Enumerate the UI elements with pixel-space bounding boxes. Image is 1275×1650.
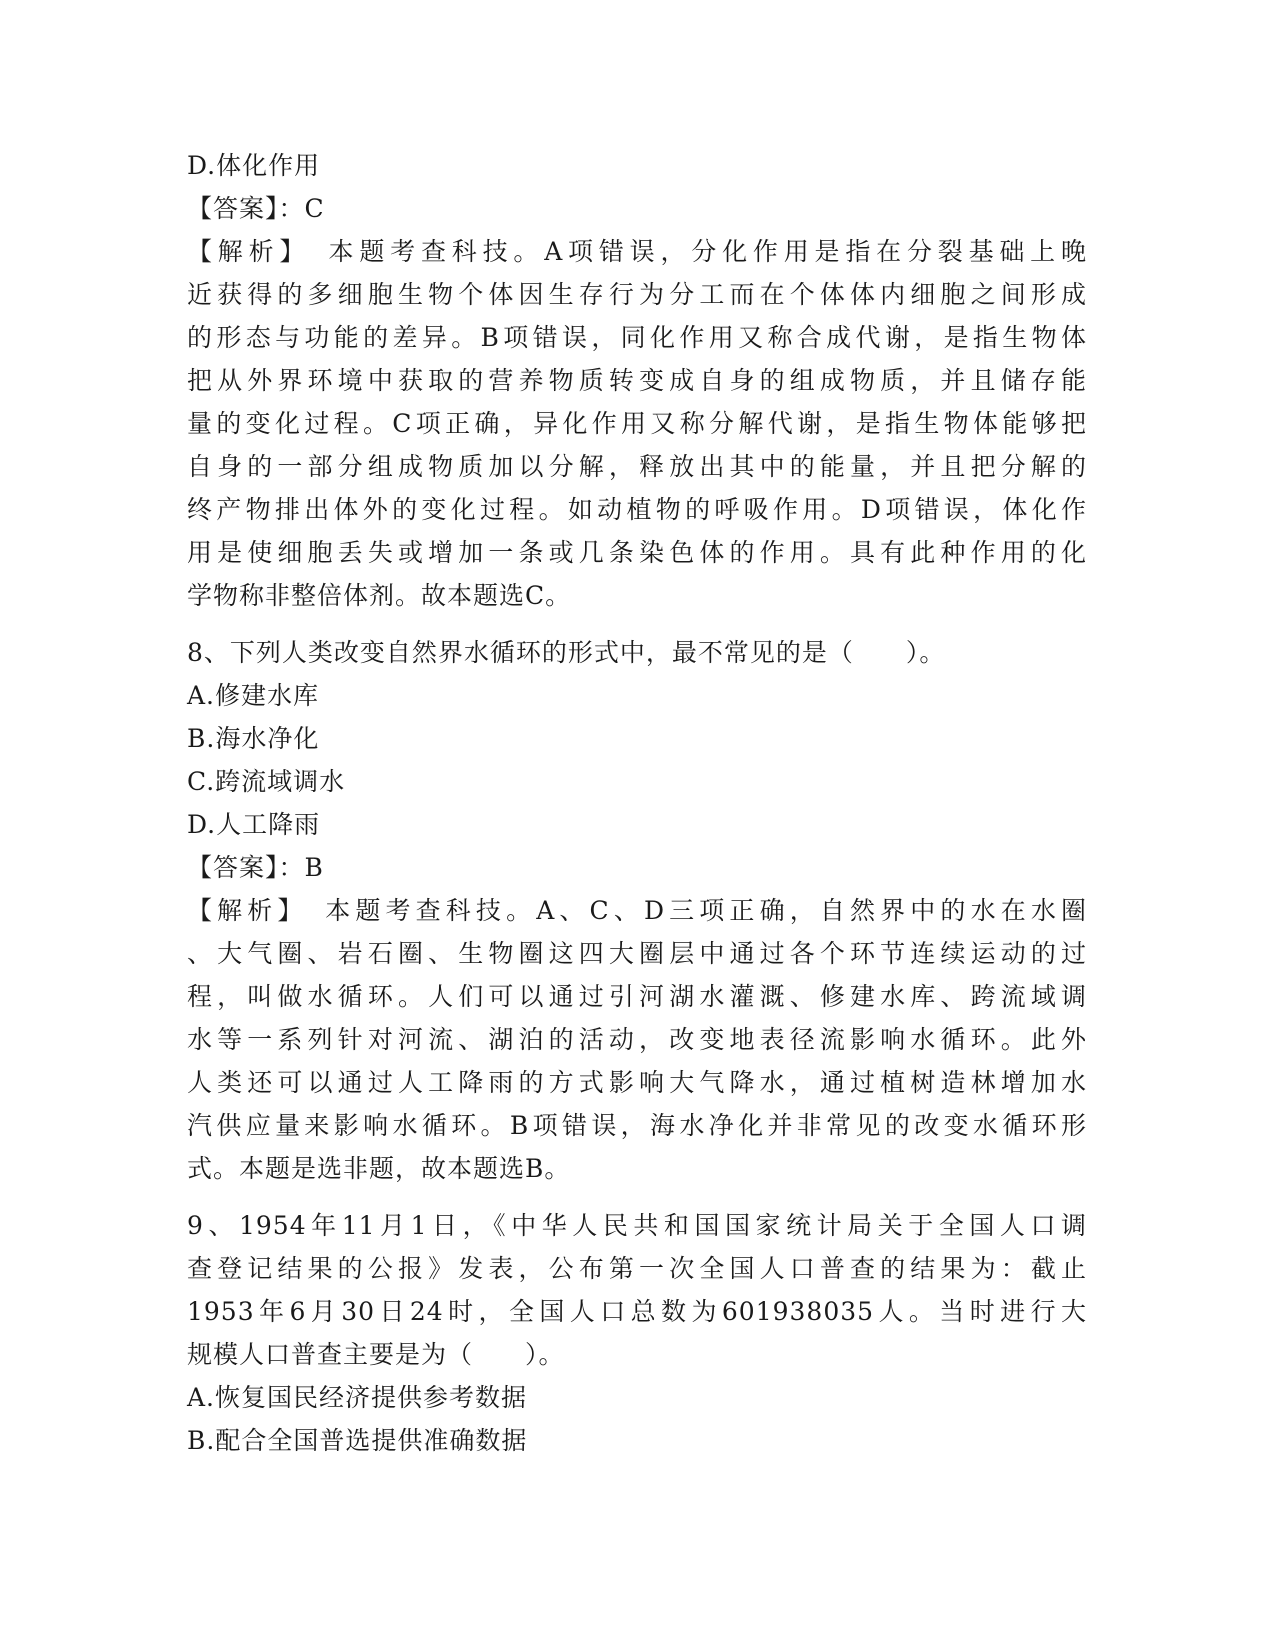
q9-stem — [187, 1204, 1087, 1376]
q8-option-c: C.跨流域调水 — [187, 767, 346, 796]
q7-analysis-line: 学物称非整倍体剂。故本题选C。 — [187, 581, 572, 610]
q8-option-d: D.人工降雨 — [187, 810, 321, 839]
q9-option-b: B.配合全国普选提供准确数据 — [187, 1426, 528, 1455]
q8-stem: 8、下列人类改变自然界水循环的形式中，最不常见的是（ ）。 — [187, 638, 946, 667]
q7-analysis-line: 量的变化过程。C项正确，异化作用又称分解代谢，是指生物体能够把 — [187, 409, 1087, 438]
q9-stem-line: 1953年6月30日24时，全国人口总数为601938035人。当时进行大 — [187, 1297, 1087, 1326]
q9-stem-line: 查登记结果的公报》发表，公布第一次全国人口普查的结果为：截止 — [187, 1254, 1087, 1283]
q7-answer: 【答案】：C — [187, 194, 325, 223]
q8-analysis-line: 程，叫做水循环。人们可以通过引河湖水灌溉、修建水库、跨流域调 — [187, 982, 1087, 1011]
q9-stem-line: 9、1954年11月1日，《中华人民共和国国家统计局关于全国人口调 — [187, 1211, 1087, 1240]
q7-analysis-line: 【解析】 本题考查科技。A项错误，分化作用是指在分裂基础上晚 — [187, 237, 1087, 266]
q7-analysis-line: 近获得的多细胞生物个体因生存行为分工而在个体体内细胞之间形成 — [187, 280, 1087, 309]
q8-analysis-line: 汽供应量来影响水循环。B项错误，海水净化并非常见的改变水循环形 — [187, 1111, 1087, 1140]
q7-option-d: D.体化作用 — [187, 151, 321, 180]
q8-analysis-line: 水等一系列针对河流、湖泊的活动，改变地表径流影响水循环。此外 — [187, 1025, 1087, 1054]
q8-analysis-line: 式。本题是选非题，故本题选B。 — [187, 1154, 571, 1183]
q7-analysis-line: 用是使细胞丢失或增加一条或几条染色体的作用。具有此种作用的化 — [187, 538, 1087, 567]
q7-analysis-line: 终产物排出体外的变化过程。如动植物的呼吸作用。D项错误，体化作 — [187, 495, 1087, 524]
q7-analysis-line: 自身的一部分组成物质加以分解，释放出其中的能量，并且把分解的 — [187, 452, 1087, 481]
q8-analysis-line: 【解析】 本题考查科技。A、C、D三项正确，自然界中的水在水圈 — [187, 896, 1087, 925]
q7-analysis-line: 的形态与功能的差异。B项错误，同化作用又称合成代谢，是指生物体 — [187, 323, 1087, 352]
document-content — [187, 144, 1087, 1462]
q9-stem-line: 规模人口普查主要是为（ ）。 — [187, 1340, 565, 1369]
q8-option-a: A.修建水库 — [187, 681, 320, 710]
q8-option-b: B.海水净化 — [187, 724, 320, 753]
q7-analysis-line: 把从外界环境中获取的营养物质转变成自身的组成物质，并且储存能 — [187, 366, 1087, 395]
q8-analysis-line: 、大气圈、岩石圈、生物圈这四大圈层中通过各个环节连续运动的过 — [187, 939, 1087, 968]
q8-analysis-line: 人类还可以通过人工降雨的方式影响大气降水，通过植树造林增加水 — [187, 1068, 1087, 1097]
q9-option-a: A.恢复国民经济提供参考数据 — [187, 1383, 528, 1412]
q8-analysis — [187, 889, 1087, 1190]
q8-answer: 【答案】：B — [187, 853, 324, 882]
q7-analysis — [187, 230, 1087, 617]
